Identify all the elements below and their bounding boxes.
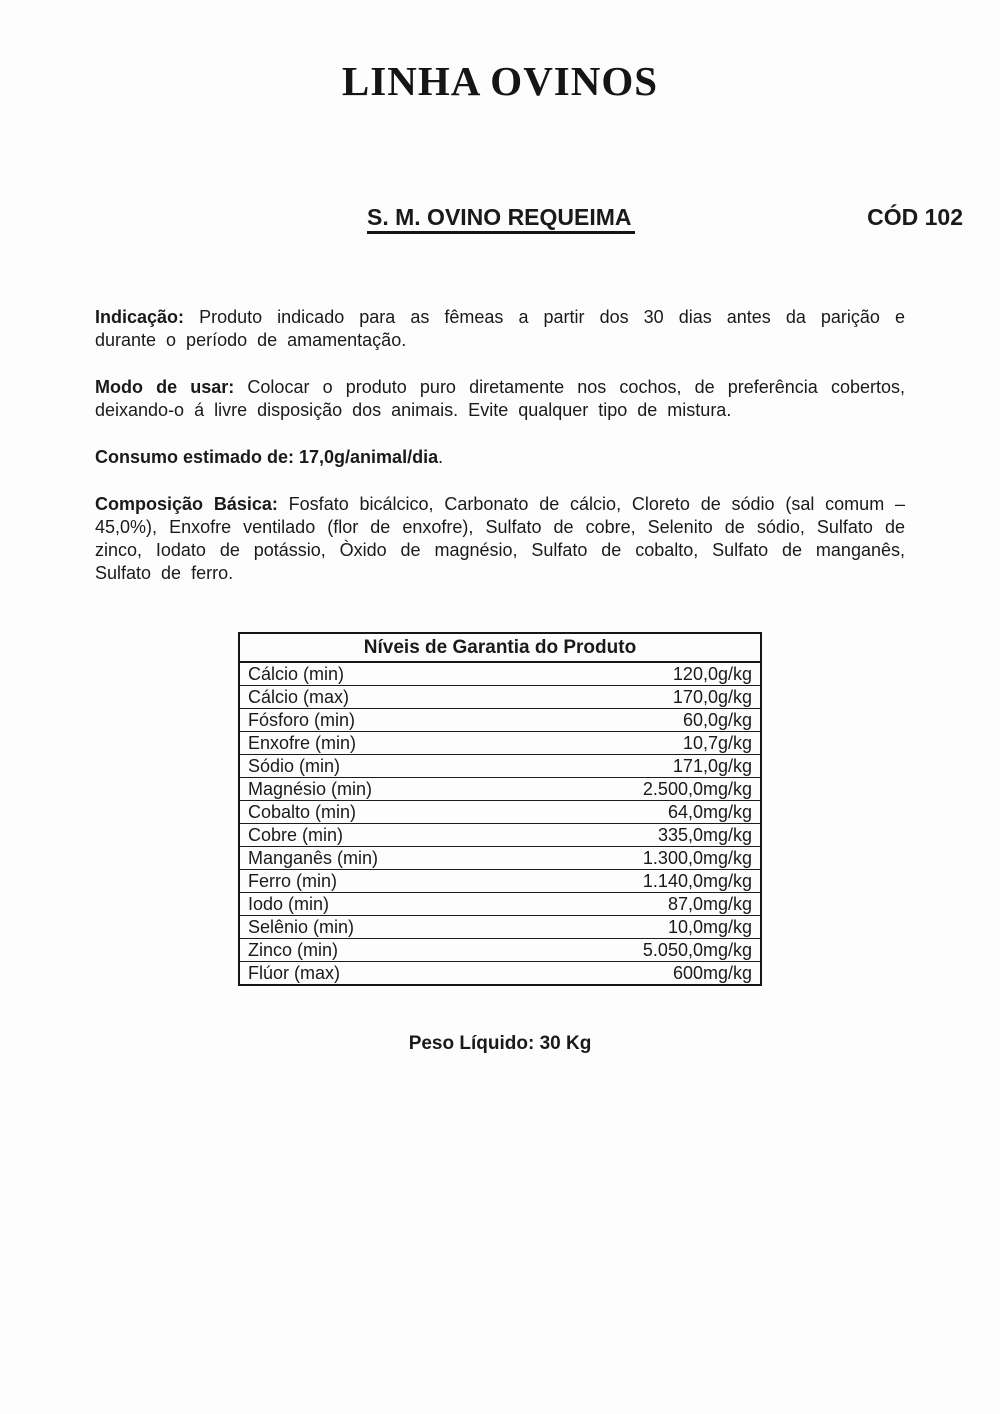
table-row bbox=[239, 778, 761, 801]
table-row bbox=[239, 732, 761, 755]
table-row bbox=[239, 662, 761, 686]
paragraph-consumo-estimado bbox=[95, 446, 905, 469]
nutrient-name: Cobre (min) bbox=[239, 824, 500, 847]
nutrient-name: Iodo (min) bbox=[239, 893, 500, 916]
nutrient-name: Fósforo (min) bbox=[239, 709, 500, 732]
guarantee-levels-table bbox=[238, 632, 762, 986]
nutrient-value: 1.140,0mg/kg bbox=[500, 870, 761, 893]
nutrient-value: 2.500,0mg/kg bbox=[500, 778, 761, 801]
table-row bbox=[239, 962, 761, 986]
nutrient-name: Sódio (min) bbox=[239, 755, 500, 778]
page-title: LINHA OVINOS bbox=[341, 58, 659, 104]
nutrient-name: Enxofre (min) bbox=[239, 732, 500, 755]
paragraph-consumo-estimado-label: Consumo estimado de: 17,0g/animal/dia bbox=[95, 447, 439, 467]
paragraph-composicao-basica-label: Composição Básica: bbox=[95, 494, 278, 514]
nutrient-name: Cálcio (min) bbox=[239, 662, 500, 686]
nutrient-name: Zinco (min) bbox=[239, 939, 500, 962]
nutrient-value: 120,0g/kg bbox=[500, 662, 761, 686]
table-row bbox=[239, 824, 761, 847]
nutrient-name: Cobalto (min) bbox=[239, 801, 500, 824]
nutrient-value: 10,0mg/kg bbox=[500, 916, 761, 939]
product-name: S. M. OVINO REQUEIMA bbox=[367, 205, 635, 234]
subtitle-row bbox=[0, 205, 1000, 234]
table-row bbox=[239, 870, 761, 893]
nutrient-value: 10,7g/kg bbox=[500, 732, 761, 755]
nutrient-name: Ferro (min) bbox=[239, 870, 500, 893]
nutrient-value: 5.050,0mg/kg bbox=[500, 939, 761, 962]
guarantee-table-body bbox=[239, 662, 761, 985]
table-row bbox=[239, 709, 761, 732]
paragraph-indicacao-label: Indicação: bbox=[95, 307, 185, 327]
net-weight: Peso Líquido: 30 Kg bbox=[408, 1033, 592, 1054]
table-header-row bbox=[239, 633, 761, 662]
table-row bbox=[239, 755, 761, 778]
table-row bbox=[239, 847, 761, 870]
paragraph-modo-de-usar-text: Colocar o produto puro diretamente nos cochos, de preferência cobertos, deixando-o á livre disposição dos animais. Evite qualquer tipo de mistura. bbox=[95, 377, 905, 420]
nutrient-value: 171,0g/kg bbox=[500, 755, 761, 778]
table-row bbox=[239, 686, 761, 709]
table-row bbox=[239, 916, 761, 939]
table-row bbox=[239, 801, 761, 824]
nutrient-value: 600mg/kg bbox=[500, 962, 761, 986]
nutrient-name: Selênio (min) bbox=[239, 916, 500, 939]
nutrient-value: 64,0mg/kg bbox=[500, 801, 761, 824]
paragraph-modo-de-usar bbox=[95, 376, 905, 422]
nutrient-value: 60,0g/kg bbox=[500, 709, 761, 732]
nutrient-name: Cálcio (max) bbox=[239, 686, 500, 709]
table-row bbox=[239, 939, 761, 962]
paragraph-indicacao bbox=[95, 306, 905, 352]
paragraph-modo-de-usar-label: Modo de usar: bbox=[95, 377, 235, 397]
nutrient-name: Magnésio (min) bbox=[239, 778, 500, 801]
table-row bbox=[239, 893, 761, 916]
nutrient-value: 87,0mg/kg bbox=[500, 893, 761, 916]
table-header: Níveis de Garantia do Produto bbox=[239, 633, 761, 662]
product-code: CÓD 102 bbox=[867, 204, 963, 230]
nutrient-value: 1.300,0mg/kg bbox=[500, 847, 761, 870]
nutrient-value: 335,0mg/kg bbox=[500, 824, 761, 847]
nutrient-name: Flúor (max) bbox=[239, 962, 500, 986]
nutrient-value: 170,0g/kg bbox=[500, 686, 761, 709]
paragraph-indicacao-text: Produto indicado para as fêmeas a partir dos 30 dias antes da parição e durante o período de amamentação. bbox=[95, 307, 905, 350]
nutrient-name: Manganês (min) bbox=[239, 847, 500, 870]
document-body bbox=[0, 306, 1000, 1055]
paragraph-composicao-basica bbox=[95, 493, 905, 585]
paragraph-consumo-estimado-text: . bbox=[438, 447, 444, 467]
paragraph-composicao-basica-text: Fosfato bicálcico, Carbonato de cálcio, Cloreto de sódio (sal comum – 45,0%), Enxofre ventilado (flor de enxofre), Sulfato de cobre, Selenito de sódio, Sulfato de zinco, Iodato de potássio, Òxido de magnésio, Sulfato de cobalto, Sulfato de manganês, Sulfato de ferro. bbox=[95, 494, 905, 583]
